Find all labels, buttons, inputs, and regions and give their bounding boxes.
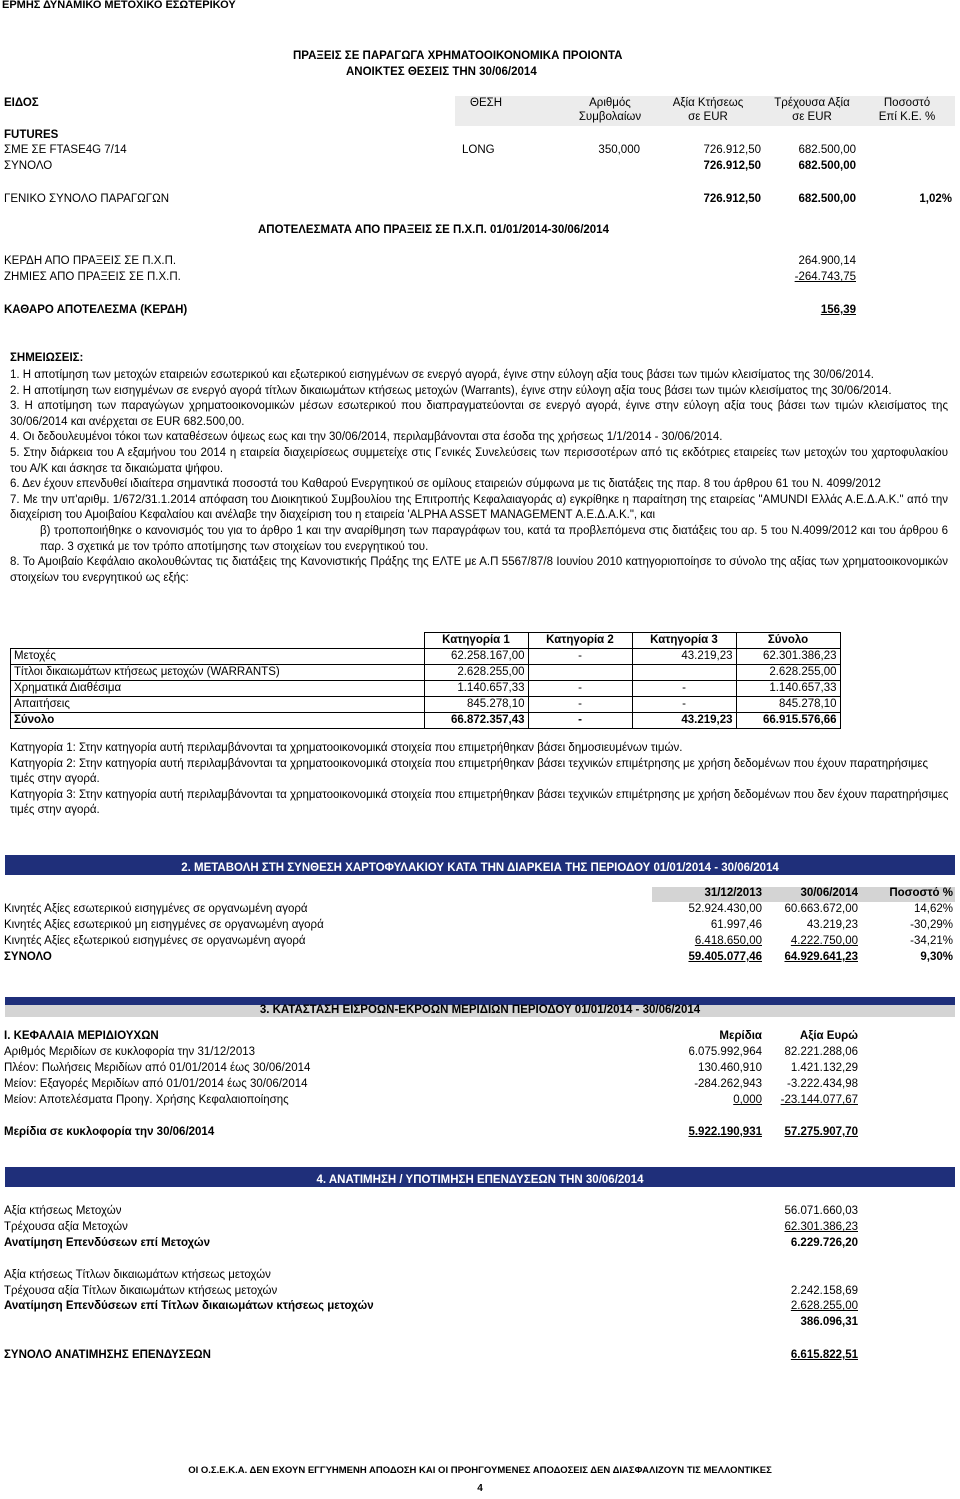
sec4-value: 6.229.726,20: [790, 1237, 858, 1249]
cat-cell: 2.628.255,00: [424, 665, 528, 681]
synolo-trexousa: 682.500,00: [798, 160, 856, 172]
cat-header-empty: [11, 633, 425, 649]
cat-row-label: Χρηματικά Διαθέσιμα: [11, 681, 425, 697]
disclaimer-footer: ΟΙ Ο.Σ.Ε.Κ.Α. ΔΕΝ ΕΧΟΥΝ ΕΓΓΥΗΜΕΝΗ ΑΠΟΔΟΣΗ ΚΑΙ ΟΙ ΠΡΟΗΓΟΥΜΕΝΕΣ ΑΠΟΔΟΣΕΙΣ ΔΕΝ ΔΙΑΣΦΑΛΙΖΟΥΝ ΤΙΣ ΜΕΛΛΟΝΤΙΚΕΣ: [188, 1465, 772, 1476]
note-1: 1. Η αποτίμηση των μετοχών εταιρειών εσωτερικού και εξωτερικού εισηγμένων σε ενεργό αγορά, έγινε στην εύλογη αξία τους βάσει των τιμών κλεισίματος της 30/06/2014.: [10, 369, 874, 381]
cat-header-2: Κατηγορία 2: [528, 633, 632, 649]
sec2-cell: 61.997,46: [710, 919, 762, 931]
sec4-label: Τρέχουσα αξία Μετοχών: [4, 1221, 128, 1233]
sec4-label: Τρέχουσα αξία Τίτλων δικαιωμάτων κτήσεως μετοχών: [4, 1285, 278, 1297]
katharo-label: ΚΑΘΑΡΟ ΑΠΟΤΕΛΕΣΜΑ (ΚΕΡΔΗ): [4, 304, 188, 316]
sec4-label: Αξία κτήσεως Μετοχών: [4, 1205, 122, 1217]
cat-cell: -: [528, 697, 632, 713]
notes-heading: ΣΗΜΕΙΩΣΕΙΣ:: [10, 352, 84, 364]
section-3-band: [5, 997, 955, 1017]
cat-cell: -: [528, 649, 632, 665]
cat-cell: -: [632, 697, 736, 713]
cat-cell: 43.219,23: [632, 713, 736, 729]
sec2-row-label: Κινητές Αξίες εσωτερικού εισηγμένες σε οργανωμένη αγορά: [4, 903, 308, 915]
note-3: 3. Η αποτίμηση των παραγώγων χρηματοοικονομικών μέσων εσωτερικού που διαπραγματεύονται σε ενεργό αγορά, έγινε στην εύλογη αξία τους βάσει των τιμών κλεισίματος της 30/06/2014 και ανέρχεται σε EUR 682.500,00.: [10, 400, 948, 428]
note-7b: β) τροποποιήθηκε ο κανονισμός του για το άρθρο 1 και την αναρίθμηση των παραγράφων του, κατά τα προβλεπόμενα στις διατάξεις του αρ. 5 του Ν.4099/2012 και του άρθρου 6 παρ. 3 σχετικά με τον τρόπο αποτίμησης των στοιχείων του ενεργητικού του.: [40, 524, 948, 553]
cat-cell: -: [632, 681, 736, 697]
cat-cell: [528, 665, 632, 681]
future-trexousa: 682.500,00: [798, 144, 856, 156]
kerdi-label: ΚΕΡΔΗ ΑΠΟ ΠΡΑΞΕΙΣ ΣΕ Π.Χ.Π.: [4, 255, 177, 267]
cat-cell: -: [528, 713, 632, 729]
sec2-h2: 30/06/2014: [800, 887, 858, 899]
sec2-row-label: Κινητές Αξίες εσωτερικού μη εισηγμένες σε οργανωμένη αγορά: [4, 919, 324, 931]
sec3-total-axia: 57.275.907,70: [784, 1126, 858, 1138]
kerdi-value: 264.900,14: [798, 255, 856, 267]
synolo-label: ΣΥΝΟΛΟ: [4, 160, 53, 172]
section-2-title: 2. ΜΕΤΑΒΟΛΗ ΣΤΗ ΣΥΝΘΕΣΗ ΧΑΡΤΟΦΥΛΑΚΙΟΥ ΚΑΤΑ ΤΗΝ ΔΙΑΡΚΕΙΑ ΤΗΣ ΠΕΡΙΟΔΟΥ 01/01/2014 - 30/06/2014: [181, 862, 779, 874]
sec3-cell: 82.221.288,06: [784, 1046, 858, 1058]
cat-cell: [632, 665, 736, 681]
notes-list: [10, 368, 948, 586]
note-4: 4. Οι δεδουλευμένοι τόκοι των καταθέσεων όψεως εως και την 30/06/2014, περιλαμβάνονται στα έσοδα της χρήσεως 1/1/2014 - 30/06/2014.: [10, 431, 723, 444]
table-row: [11, 665, 841, 681]
sec3-heading: Ι. ΚΕΦΑΛΑΙΑ ΜΕΡΙΔΙΟΥΧΩΝ: [4, 1030, 159, 1042]
sec2-cell: 52.924.430,00: [688, 903, 762, 915]
sec3-row-label: Πλέον: Πωλήσεις Μεριδίων από 01/01/2014 έως 30/06/2014: [4, 1062, 311, 1074]
sec4-label: Ανατίμηση Επενδύσεων επί Μετοχών: [4, 1237, 211, 1249]
sec2-total-cell: 59.405.077,46: [688, 951, 762, 963]
future-axia: 726.912,50: [703, 144, 761, 156]
cat-cell: 845.278,10: [424, 697, 528, 713]
sec2-total-cell: 64.929.641,23: [784, 951, 858, 963]
cat-header-total: Σύνολο: [736, 633, 840, 649]
note-2: 2. Η αποτίμηση των εισηγμένων σε ενεργό αγορά τίτλων δικαιωμάτων κτήσεως μετοχών (Warrants), έγινε στην εύλογη αξία τους βάσει των τιμών κλεισίματος της 30/06/2014.: [10, 384, 892, 397]
sec3-total-merid: 5.922.190,931: [688, 1126, 762, 1138]
section-3-title: 3. ΚΑΤΑΣΤΑΣΗ ΕΙΣΡΟΩΝ-ΕΚΡΟΩΝ ΜΕΡΙΔΙΩΝ ΠΕΡΙΟΔΟΥ 01/01/2014 - 30/06/2014: [259, 1004, 701, 1016]
cat-cell: 66.872.357,43: [424, 713, 528, 729]
cat-cell: 1.140.657,33: [424, 681, 528, 697]
cat-cell: -: [528, 681, 632, 697]
category-1-desc: Κατηγορία 1: Στην κατηγορία αυτή περιλαμβάνονται τα χρηματοοικονομικά στοιχεία που επιμετρήθηκαν βάσει δημοσιευμένων τιμών.: [10, 742, 683, 754]
col-trexousa: Τρέχουσα Αξία: [774, 97, 850, 109]
sec2-cell: 43.219,23: [806, 919, 858, 931]
cat-cell: 43.219,23: [632, 649, 736, 665]
col-trexousa-2: σε EUR: [792, 111, 832, 123]
col-axia: Αξία Κτήσεως: [672, 97, 744, 109]
sec2-total-label: ΣΥΝΟΛΟ: [4, 951, 52, 963]
sec2-cell: 6.418.650,00: [694, 935, 762, 947]
page-number: 4: [477, 1483, 483, 1494]
sec2-h3: Ποσοστό %: [889, 887, 953, 899]
title-open-positions: ΑΝΟΙΚΤΕΣ ΘΕΣΕΙΣ ΤΗΝ 30/06/2014: [346, 66, 537, 78]
geniko-axia: 726.912,50: [703, 193, 761, 205]
col-pososto: Ποσοστό: [883, 97, 931, 109]
note-6: 6. Δεν έχουν επενδυθεί ιδιαίτερα σημαντικά ποσοστά του Καθαρού Ενεργητικού σε ομίλους εταιρειών σύμφωνα με τις διατάξεις της παρ. 8 του άρθρου 61 του Ν. 4099/2012: [10, 478, 881, 491]
cat-cell: 2.628.255,00: [736, 665, 840, 681]
cat-cell: 66.915.576,66: [736, 713, 840, 729]
cat-row-label: Τίτλοι δικαιωμάτων κτήσεως μετοχών (WARRANTS): [11, 665, 425, 681]
sec3-row-label: Μείον: Εξαγορές Μεριδίων από 01/01/2014 έως 30/06/2014: [4, 1078, 308, 1090]
sec3-total-label: Μερίδια σε κυκλοφορία την 30/06/2014: [4, 1126, 215, 1138]
sec3-h2: Αξία Ευρώ: [799, 1030, 858, 1042]
cat-row-label: Μετοχές: [11, 649, 425, 665]
cat-row-label: Απαιτήσεις: [11, 697, 425, 713]
sec3-cell: -23.144.077,67: [780, 1094, 858, 1106]
cat-cell: 62.301.386,23: [736, 649, 840, 665]
geniko-trexousa: 682.500,00: [798, 193, 856, 205]
sec2-cell: 60.663.672,00: [784, 903, 858, 915]
col-pososto-2: Επί Κ.Ε. %: [878, 111, 936, 123]
synolo-axia: 726.912,50: [703, 160, 761, 172]
sec3-cell: 6.075.992,964: [688, 1046, 762, 1058]
sec3-h1: Μερίδια: [719, 1030, 762, 1042]
sec3-row-label: Μείον: Αποτελέσματα Προηγ. Χρήσης Κεφαλαιοποίησης: [4, 1094, 289, 1106]
sec2-cell: -34,21%: [910, 935, 953, 947]
sec3-cell: -3.222.434,98: [787, 1078, 858, 1090]
fund-name-bar: [0, 0, 960, 14]
sec4-total-label: ΣΥΝΟΛΟ ΑΝΑΤΙΜΗΣΗΣ ΕΠΕΝΔΥΣΕΩΝ: [4, 1349, 211, 1361]
category-descriptions: [10, 741, 950, 819]
cat-cell: 845.278,10: [736, 697, 840, 713]
futures-label: FUTURES: [4, 129, 59, 141]
section-4-band: [5, 1167, 955, 1187]
cat-header-1: Κατηγορία 1: [424, 633, 528, 649]
section-2-band: [5, 855, 955, 875]
section-4-title: 4. ΑΝΑΤΙΜΗΣΗ / ΥΠΟΤΙΜΗΣΗ ΕΠΕΝΔΥΣΕΩΝ ΤΗΝ 30/06/2014: [316, 1174, 644, 1186]
sec2-row-label: Κινητές Αξίες εξωτερικού εισηγμένες σε οργανωμένη αγορά: [4, 935, 306, 947]
sec4-value: 56.071.660,03: [784, 1205, 858, 1217]
title-derivatives: ΠΡΑΞΕΙΣ ΣΕ ΠΑΡΑΓΩΓΑ ΧΡΗΜΑΤΟΟΙΚΟΝΟΜΙΚΑ ΠΡΟΙΟΝΤΑ: [293, 50, 623, 62]
cat-header-3: Κατηγορία 3: [632, 633, 736, 649]
category-2-desc: Κατηγορία 2: Στην κατηγορία αυτή περιλαμβάνονται τα χρηματοοικονομικά στοιχεία που επιμετρήθηκαν βάσει τεχνικών επιμέτρησης με χρήση δεδομένων που έχουν παρατηρήσιμες τιμές στην αγορά.: [10, 757, 928, 786]
col-axia-2: σε EUR: [688, 111, 728, 123]
note-7a: 7. Με την υπ'αριθμ. 1/672/31.1.2014 απόφαση του Διοικητικού Συμβουλίου της Επιτροπής Κεφαλαιαγοράς α) εγκρίθηκε η παραίτηση της εταιρείας "AMUNDI Ελλάς Α.Ε.Δ.Α.Κ." από την διαχείριση του Αμοιβαίου Κεφαλαίου και ανέλαβε την διαχείριση του η εταιρεία 'ALPHA ASSET MANAGEMENT Α.Ε.Δ.Α.Κ.", και: [10, 493, 948, 522]
zimies-value: -264.743,75: [794, 271, 856, 283]
category-table-header: [11, 633, 841, 649]
sec4-value: 2.628.255,00: [790, 1300, 858, 1312]
sec2-cell: 14,62%: [913, 903, 953, 915]
sec2-total-cell: 9,30%: [920, 951, 953, 963]
cat-cell: 1.140.657,33: [736, 681, 840, 697]
sec2-cell: 4.222.750,00: [790, 935, 858, 947]
table-row: [11, 697, 841, 713]
sec3-cell: 0,000: [733, 1094, 762, 1106]
sec3-cell: 130.460,910: [698, 1062, 762, 1074]
sec4-value: 62.301.386,23: [784, 1221, 858, 1233]
sec3-row-label: Αριθμός Μεριδίων σε κυκλοφορία την 31/12/2013: [4, 1046, 256, 1058]
col-arithmos-2: Συμβολαίων: [578, 111, 642, 123]
table-row: [11, 649, 841, 665]
table-row: [11, 713, 841, 729]
note-5: 5. Στην διάρκεια του Α εξαμήνου του 2014 η εταιρεία διαχειρίσεως συμμετείχε στις Γενικές Συνελεύσεις των περισσοτέρων από τις εκδότριες εταιρείες των μετοχών του χαρτοφυλακίου του Α/Κ και άσκησε τα δικαιώματα ψήφου.: [10, 446, 948, 475]
category-3-desc: Κατηγορία 3: Στην κατηγορία αυτή περιλαμβάνονται τα χρηματοοικονομικά στοιχεία που επιμετρήθηκαν βάσει τεχνικών επιμέτρησης με χρήση δεδομένων που δεν έχουν παρατηρήσιμες τιμές στην αγορά.: [10, 788, 949, 817]
sec4-value: 386.096,31: [800, 1316, 858, 1328]
future-name: ΣΜΕ ΣΕ FTASE4G 7/14: [4, 144, 127, 156]
sec4-value: 2.242.158,69: [790, 1285, 858, 1297]
future-arithmos: 350,000: [598, 144, 640, 156]
katharo-value: 156,39: [820, 304, 856, 316]
fund-name: ΕΡΜΗΣ ΔΥΝΑΜΙΚΟ ΜΕΤΟΧΙΚΟ ΕΣΩΤΕΡΙΚΟΥ: [2, 0, 236, 11]
cat-cell: 62.258.167,00: [424, 649, 528, 665]
geniko-pososto: 1,02%: [919, 193, 952, 205]
table-row: [11, 681, 841, 697]
sec4-label: Ανατίμηση Επενδύσεων επί Τίτλων δικαιωμάτων κτήσεως μετοχών: [4, 1300, 374, 1312]
sec4-label: Αξία κτήσεως Τίτλων δικαιωμάτων κτήσεως μετοχών: [4, 1269, 271, 1281]
category-table: [10, 632, 841, 729]
future-thesi: LONG: [462, 144, 495, 156]
apotelesmata-title: ΑΠΟΤΕΛΕΣΜΑΤΑ ΑΠΟ ΠΡΑΞΕΙΣ ΣΕ Π.Χ.Π. 01/01/2014-30/06/2014: [258, 224, 609, 236]
zimies-label: ΖΗΜΙΕΣ ΑΠΟ ΠΡΑΞΕΙΣ ΣΕ Π.Χ.Π.: [4, 271, 181, 283]
geniko-label: ΓΕΝΙΚΟ ΣΥΝΟΛΟ ΠΑΡΑΓΩΓΩΝ: [4, 193, 169, 205]
col-thesi: ΘΕΣΗ: [470, 97, 503, 109]
sec3-cell: 1.421.132,29: [790, 1062, 858, 1074]
sec2-cell: -30,29%: [910, 919, 953, 931]
cat-row-label: Σύνολο: [11, 713, 425, 729]
sec4-total-value: 6.615.822,51: [790, 1349, 858, 1361]
note-8: 8. Το Αμοιβαίο Κεφάλαιο ακολουθώντας τις διατάξεις της Κανονιστικής Πράξης της ΕΛΤΕ με Α.Π 5567/87/8 Ιουνίου 2010 κατηγοριοποίησε το σύνολο της αξίας των χρηματοοικονομικών στοιχείων του ενεργητικού ως εξής:: [10, 556, 948, 584]
col-eidos: ΕΙΔΟΣ: [4, 97, 39, 109]
sec2-h1: 31/12/2013: [704, 887, 762, 899]
sec3-cell: -284.262,943: [694, 1078, 762, 1090]
col-arithmos: Αριθμός: [589, 97, 631, 109]
